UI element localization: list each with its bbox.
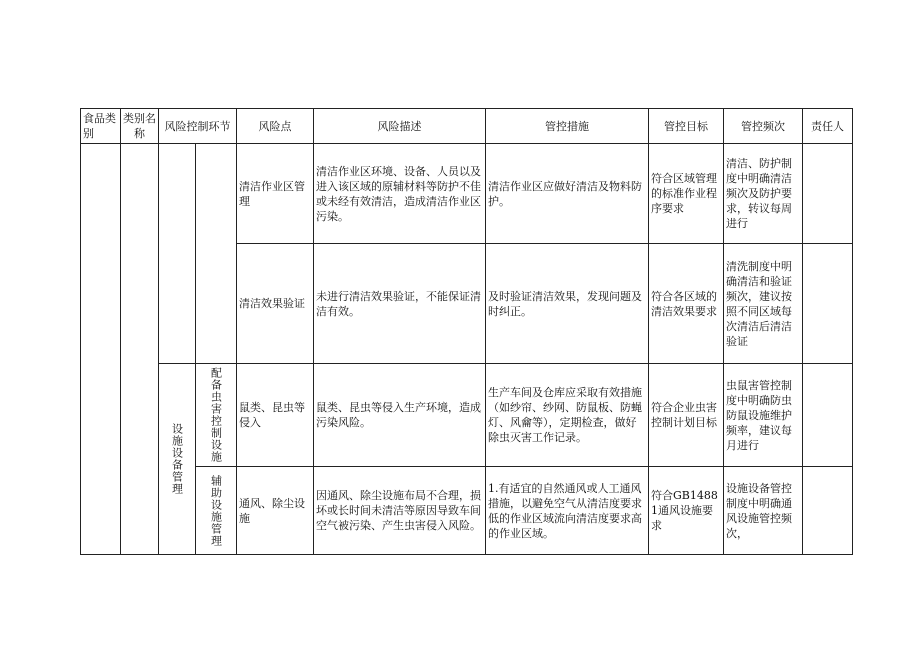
owner-cell (803, 467, 853, 555)
control-target: 符合企业虫害控制计划目标 (649, 364, 724, 467)
control-target: 符合区域管理的标准作业程序要求 (649, 144, 724, 244)
control-frequency: 清洁、防护制度中明确清洁频次及防护要求，转议每周进行 (724, 144, 803, 244)
header-risk-point: 风险点 (237, 109, 314, 144)
table-row (81, 467, 853, 555)
control-measure: 清洁作业区应做好清洁及物料防护。 (486, 144, 649, 244)
pest-control-label: 配备虫害控制设施 (209, 367, 223, 463)
control-measure: 生产车间及仓库应采取有效措施（如纱帘、纱网、防鼠板、防蝇灯、风龠等），定期检查，做好除虫灭害工作记录。 (486, 364, 649, 467)
control-target: 符合各区域的清洁效果要求 (649, 244, 724, 364)
table-row (81, 364, 853, 467)
header-risk-link: 风险控制环节 (159, 109, 237, 144)
header-control-frequency: 管控频次 (724, 109, 803, 144)
header-food-category: 食品类别 (81, 109, 121, 144)
control-measure: 及时验证清洁效果，发现问题及时纠正。 (486, 244, 649, 364)
owner-cell (803, 244, 853, 364)
risk-point: 清洁效果验证 (237, 244, 314, 364)
owner-cell (803, 364, 853, 467)
aux-facilities-label: 辅助设施管理 (209, 474, 223, 547)
risk-description: 因通风、除尘设施布局不合理，损坏或长时间未清洁等原因导致车间空气被污染、产生虫害侵入风险。 (314, 467, 486, 555)
facilities-group-cell (159, 364, 196, 555)
risk-description: 鼠类、昆虫等侵入生产环境，造成污染风险。 (314, 364, 486, 467)
pest-control-cell (196, 364, 237, 467)
control-measure: 1.有适宜的自然通风或人工通风措施，以避免空气从清洁度要求低的作业区域流向清洁度要求高的作业区域。 (486, 467, 649, 555)
category-name-cell (121, 144, 159, 555)
risk-point: 鼠类、昆虫等侵入 (237, 364, 314, 467)
facilities-group-label: 设施设备管理 (170, 423, 184, 495)
table-row (81, 144, 853, 244)
header-risk-description: 风险描述 (314, 109, 486, 144)
header-row (81, 109, 853, 144)
header-category-name: 类别名称 (121, 109, 159, 144)
header-owner: 责任人 (803, 109, 853, 144)
control-frequency: 设施设备管控制度中明确通风设施管控频次， (724, 467, 803, 555)
risk-link-cell (159, 144, 196, 364)
owner-cell (803, 144, 853, 244)
risk-point: 通风、除尘设施 (237, 467, 314, 555)
risk-point: 清洁作业区管理 (237, 144, 314, 244)
risk-description: 未进行清洁效果验证，不能保证清洁有效。 (314, 244, 486, 364)
header-control-measures: 管控措施 (486, 109, 649, 144)
food-category-cell (81, 144, 121, 555)
risk-control-table (80, 108, 853, 555)
control-frequency: 清洗制度中明确清洁和验证频次，建议按照不同区域每次清洁后清洁验证 (724, 244, 803, 364)
header-control-target: 管控目标 (649, 109, 724, 144)
aux-facilities-cell (196, 467, 237, 555)
risk-sublink-cell (196, 144, 237, 364)
risk-description: 清洁作业区环境、设备、人员以及进入该区域的原辅材料等防护不佳或未经有效清洁，造成清洁作业区污染。 (314, 144, 486, 244)
control-target: 符合GB14881通风设施要求 (649, 467, 724, 555)
control-frequency: 虫鼠害管控制度中明确防虫防鼠设施维护频率，建议每月进行 (724, 364, 803, 467)
